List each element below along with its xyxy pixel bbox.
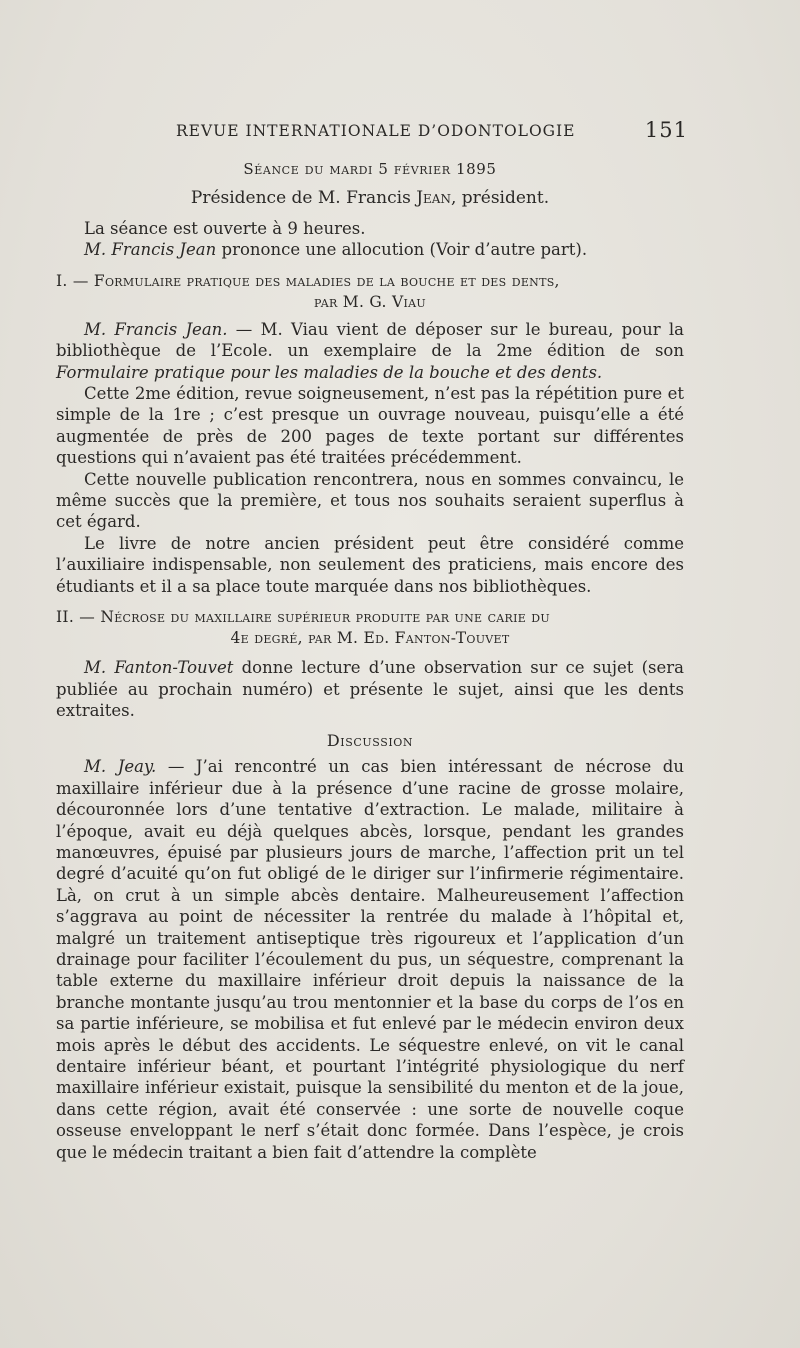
section-1-line1: I. — Formulaire pratique des maladies de la bouche et des dents,	[56, 271, 560, 290]
section-2-line2: 4e degré, par M. Ed. Fanton-Touvet	[230, 629, 510, 648]
section-2-heading	[56, 607, 684, 649]
paragraph-5-text: donne lecture d’une observation sur ce sujet (sera publiée au prochain numéro) et présente le sujet, ainsi que les dents extraites.	[56, 658, 684, 720]
allocution-line	[56, 239, 684, 260]
section-1-line2: par M. G. Viau	[314, 292, 426, 311]
opening-line: La séance est ouverte à 9 heures.	[84, 219, 366, 238]
paragraph-5	[56, 657, 684, 721]
paragraph-2: Cette 2me édition, revue soigneusement, n’est pas la répétition pure et simple de la 1re ; c’est presque un ouvrage nouveau, puisqu’elle a été augmentée de près de 200 pages de texte portant sur différentes questions qui n’avaient pas été traitées précédemment.	[56, 384, 684, 468]
allocution-text: prononce une allocution (Voir d’autre part).	[216, 240, 588, 260]
presidence-pre: Présidence de M. Francis	[190, 188, 417, 208]
discussion-heading: Discussion	[326, 731, 414, 751]
speaker-name: M. Jeay.	[84, 757, 157, 777]
session-heading: Séance du mardi 5 février 1895	[243, 160, 497, 178]
paragraph-1	[56, 319, 684, 383]
speaker-name: M. Francis Jean	[84, 240, 217, 260]
journal-title: REVUE INTERNATIONALE D’ODONTOLOGIE	[176, 122, 576, 140]
presidence-line	[56, 188, 684, 208]
paragraph-6-text: — J’ai rencontré un cas bien intéressant de nécrose du maxillaire inférieur due à la présence d’une racine de grosse molaire, découronnée lors d’une tentative d’extraction. Le malade, militaire à l’époque, avait eu déjà quelques abcès, lorsque, pendant les grandes manœuvres, épuisé par plusieurs jours de marche, l’affection prit un tel degré d’acuité qu’on fut obligé de le diriger sur l’infirmerie régimentaire. Là, on crut à un simple abcès dentaire. Malheureusement l’affection s’aggrava au point de nécessiter la rentrée du malade à l’hôpital et, malgré un traitement antiseptique très rigoureux et l’application d’un drainage pour faciliter l’écoulement du pus, un séquestre, comprenant la table externe du maxillaire inférieur droit depuis la naissance de la branche montante jusqu’au trou mentonnier et la base du corps de l’os en sa partie inférieure, se mobilisa et fut enlevé par le médecin environ deux mois après le début des accidents. Le séquestre enlevé, on vit le canal dentaire inférieur béant, et pourtant l’intégrité physiologique du nerf maxillaire inférieur existait, puisque la sensibilité du menton et de la joue, dans cette région, avait été conservée : une sorte de nouvelle coque osseuse enveloppant le nerf s’était donc formée. Dans l’espèce, je crois que le médecin traitant a bien fait d’attendre la complète	[56, 757, 684, 1162]
speaker-name: M. Francis Jean.	[84, 319, 228, 339]
paragraph-1-text: — M. Viau vient de déposer sur le bureau, pour la bibliothèque de l’Ecole. un exemplaire de la 2me édition de son	[56, 319, 684, 361]
book-title: Formulaire pratique pour les maladies de la bouche et des dents.	[56, 362, 603, 382]
section-1-heading	[56, 271, 684, 313]
page-number: 151	[644, 118, 688, 142]
paragraph-3: Cette nouvelle publication rencontrera, nous en sommes convaincu, le même succès que la première, et tous nos souhaits seraient superflus à cet égard.	[56, 469, 684, 532]
running-header	[56, 118, 688, 146]
paragraph-6	[56, 756, 684, 1163]
presidence-post: , président.	[450, 188, 550, 208]
speaker-name: M. Fanton-Touvet	[84, 658, 234, 678]
president-name: Jean	[416, 188, 451, 208]
text-column	[56, 118, 688, 1163]
section-2-line1: II. — Nécrose du maxillaire supérieur produite par une carie du	[56, 608, 551, 627]
paragraph-4: Le livre de notre ancien président peut être considéré comme l’auxiliaire indispensable, non seulement des praticiens, mais encore des étudiants et il a sa place toute marquée dans nos bibliothèques.	[56, 533, 684, 596]
